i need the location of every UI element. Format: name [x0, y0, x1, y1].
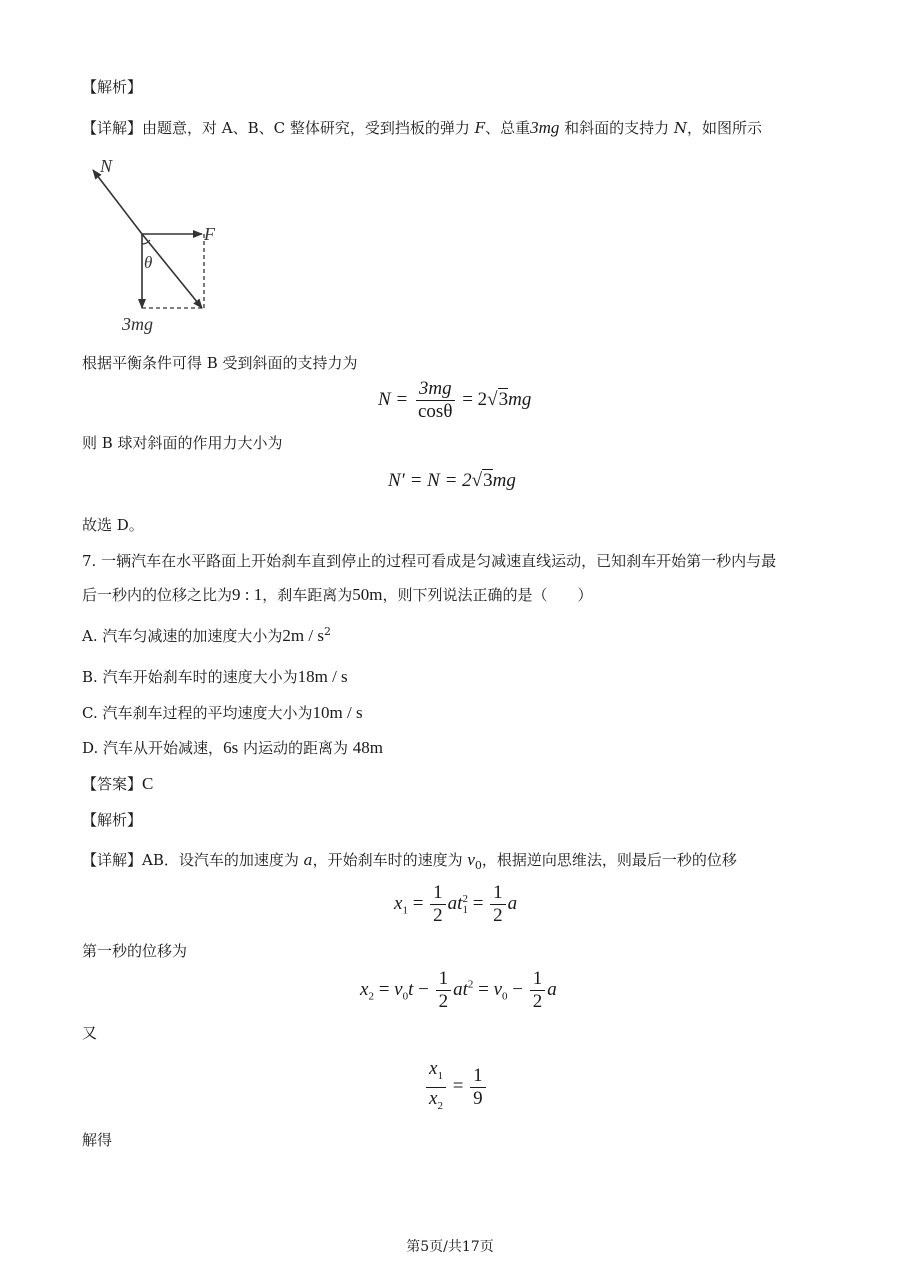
eq-sub: 1	[462, 903, 468, 916]
eq-tail: mg	[492, 470, 516, 491]
eq-den: 9	[473, 1087, 483, 1109]
equation-reaction-force: N′ = N = 2√3mg	[388, 470, 516, 491]
eq-num: 1	[470, 1065, 486, 1088]
eq-num: 3mg	[416, 378, 455, 401]
eq-var: at	[447, 892, 463, 914]
option-text: 内运动的距离为	[238, 739, 353, 757]
force-diagram	[80, 148, 240, 338]
option-sup: 2	[323, 625, 331, 638]
eq-den: 2	[532, 991, 543, 1012]
eq-var: a	[507, 892, 518, 914]
option-text: 汽车开始刹车时的速度大小为	[102, 668, 298, 686]
option-value: 10m / s	[312, 703, 363, 722]
option-b	[82, 666, 348, 687]
answer-tag: 【答案】	[82, 775, 143, 793]
option-d	[82, 737, 383, 758]
symbol-v: v	[467, 850, 475, 869]
detail-paragraph	[82, 849, 737, 872]
eq-var: x	[429, 1058, 438, 1079]
label-f: F	[204, 224, 215, 244]
distance-value: 50m	[352, 585, 383, 604]
question-text: ，刹车距离为	[262, 586, 353, 604]
eq-sup: 2	[467, 978, 474, 991]
eq-sub: 0	[402, 990, 409, 1003]
eq-sign: =	[478, 978, 489, 1000]
eq-sign: =	[472, 892, 484, 914]
text-line: 又	[82, 1024, 98, 1042]
option-value: 18m / s	[297, 667, 348, 686]
page-footer: 第5页/共17页	[406, 1239, 494, 1255]
eq-den: 2	[433, 905, 443, 926]
eq-var: at	[453, 978, 468, 1000]
question-line	[82, 584, 593, 605]
eq-sign: −	[512, 978, 523, 1000]
text-line: 则 B 球对斜面的作用力大小为	[82, 434, 283, 452]
detail-text: 由题意，对 A、B、C 整体研究，受到挡板的弹力	[142, 119, 475, 137]
equation-ratio	[424, 1058, 488, 1117]
eq-var: v	[493, 978, 503, 1000]
equation-last-second	[394, 882, 517, 927]
analysis-tag: 【解析】	[82, 78, 143, 96]
eq-num: 1	[530, 968, 546, 991]
text-line: 第一秒的位移为	[82, 942, 188, 960]
eq-sign: −	[418, 978, 429, 1000]
eq-num: 1	[436, 968, 452, 991]
detail-paragraph	[82, 117, 762, 138]
detail-tag: 【详解】	[82, 851, 143, 869]
option-label: A.	[82, 627, 98, 645]
eq-var: a	[547, 978, 557, 1000]
eq-sign: =	[452, 1075, 464, 1097]
option-label: B.	[82, 668, 98, 686]
eq-sub: 1	[402, 904, 408, 917]
eq-var: x	[360, 978, 369, 1000]
detail-text: ，根据逆向思维法，则最后一秒的位移	[481, 851, 737, 869]
eq-lhs: N =	[378, 388, 409, 410]
text-line: 解得	[82, 1131, 113, 1149]
option-value: 6s	[223, 738, 239, 757]
answer-value: C	[142, 774, 154, 793]
eq-expr: N′ = N = 2	[388, 470, 472, 491]
option-label: D.	[82, 739, 99, 757]
question-text: ，则下列说法正确的是（ ）	[382, 586, 593, 604]
eq-var: t	[408, 978, 414, 1000]
eq-sign: =	[378, 978, 390, 1000]
eq-var: x	[394, 892, 403, 914]
option-value: 48m	[352, 738, 383, 757]
symbol-n: N	[673, 119, 688, 137]
detail-tag: 【详解】	[82, 119, 143, 137]
detail-text: AB．设汽车的加速度为	[142, 851, 304, 869]
equation-first-second	[360, 968, 557, 1013]
label-theta: θ	[144, 253, 153, 272]
symbol-sub: 0	[474, 859, 482, 872]
equation-normal-force: N = $\frac{3mg}{\cos\theta}$ = 2√3mg	[378, 378, 532, 422]
eq-den: cosθ	[418, 401, 453, 422]
eq-tail: mg	[508, 388, 532, 410]
ratio-value: 9 : 1	[232, 585, 263, 604]
answer-line	[82, 773, 153, 794]
eq-sub: 1	[437, 1069, 443, 1082]
detail-text: 和斜面的支持力	[559, 119, 674, 137]
eq-var: x	[429, 1087, 438, 1109]
eq-var: v	[394, 978, 403, 1000]
option-text: 汽车匀减速的加速度大小为	[102, 627, 283, 645]
text-line: 根据平衡条件可得 B 受到斜面的支持力为	[82, 354, 358, 372]
option-text: 汽车从开始减速，	[103, 739, 224, 757]
eq-rad: 3	[483, 470, 493, 491]
symbol-f: F	[474, 119, 486, 137]
eq-sub: 0	[502, 990, 508, 1003]
label-n: N	[100, 156, 113, 176]
eq-den: 2	[493, 905, 503, 926]
option-label: C.	[82, 704, 98, 722]
option-a	[82, 625, 331, 646]
question-line: 7. 一辆汽车在水平路面上开始刹车直到停止的过程可看成是匀减速直线运动，已知刹车开始第一秒内与最	[82, 552, 777, 570]
eq-rhs: = 2	[462, 388, 488, 410]
option-text: 汽车刹车过程的平均速度大小为	[102, 704, 313, 722]
analysis-tag: 【解析】	[82, 811, 143, 829]
symbol-3mg: 3mg	[530, 118, 560, 137]
detail-text: ，开始刹车时的速度为	[312, 851, 468, 869]
symbol-a: a	[303, 851, 313, 869]
option-c	[82, 702, 363, 723]
eq-num: 1	[430, 882, 446, 905]
eq-sign: =	[412, 892, 424, 914]
detail-text: 、总重	[485, 119, 531, 137]
eq-sup: 2	[462, 892, 468, 905]
eq-num: 1	[490, 882, 506, 905]
label-3mg: 3mg	[122, 314, 153, 334]
detail-text: ，如图所示	[687, 119, 763, 137]
option-value: 2m / s	[282, 626, 324, 645]
conclusion-text: 故选 D。	[82, 516, 144, 534]
eq-sub: 2	[368, 990, 374, 1003]
eq-rad: 3	[498, 388, 509, 410]
eq-sub: 2	[437, 1099, 443, 1112]
normal-force-arrow	[93, 170, 142, 234]
question-text: 后一秒内的位移之比为	[82, 586, 233, 604]
eq-den: 2	[438, 991, 449, 1012]
